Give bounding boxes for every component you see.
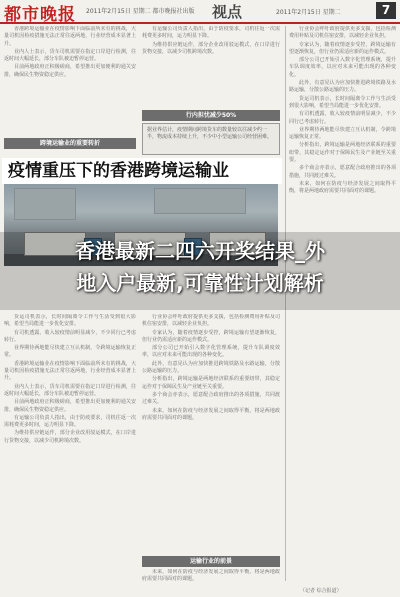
lede-box: 据业界估计，疫情期间跨境货车的数量较以往减少约一半，物流成本持续上升，不少中小型运输公司经营困难。 [142,123,280,155]
paragraph: 部分公司已开始引入数字化管理系统，提升车队调度效率，以应对未来可能出现的各种变化。 [142,345,280,359]
paragraph: 香港跨境运输业在疫情影响下面临前所未有的挑战，大量司机因检疫措施无法正常往返两地，行业经营成本显著上升。 [4,26,136,47]
column-lower-left [4,314,136,584]
masthead-meta: 2011年2月15日 星期二 都市晚报社出版 [86,8,195,15]
column-lower-middle-tail [142,569,280,589]
overlay-banner [0,232,400,310]
subhead: 跨境运输业的重要转折 [4,138,136,149]
paragraph: 业内人士表示，货车司机需要在指定口岸进行检测，往返时间大幅延长，部分车队被迫暂停运营。 [4,48,136,63]
paragraph: 业界期待两地能尽快建立互认机制，令跨境运输恢复正常。 [4,345,136,359]
page-number: 7 [376,2,396,19]
paragraph: 目前两地政府正积极磋商，希望推出更加便利的通关安排，确保民生物资稳定供应。 [4,64,136,78]
paragraph: 香港跨境运输业在疫情影响下面临前所未有的挑战，大量司机因检疫措施无法正常往返两地，行业经营成本显著上升。 [4,360,136,382]
paragraph: 货运司机表示，长时间隔离令工作与生活受到很大影响，希望当局能进一步优化安排。 [4,314,136,328]
article-text [142,569,280,584]
article-text [142,314,280,422]
paragraph: 行业协会呼吁政府提供更多支援，包括检测费用补贴及司机住宿安排，以减轻企业负担。 [142,314,280,328]
paragraph: 业界期待两地能尽快建立互认机制，令跨境运输恢复正常。 [289,126,396,141]
paragraph: 有司机透露，收入较疫情前明显减少，不少同行已考虑转行。 [289,111,396,125]
paragraph: 分析指出，跨境运输是两地经济联系的重要纽带，其稳定运作对于保障民生及产业链至关重要。 [142,376,280,390]
newspaper-logo: 都市晚报 [4,5,76,25]
paragraph: 为维持供应链运作，部分企业改用驳运模式，在口岸进行货物交接，以减少司机跨境次数。 [142,41,280,55]
column-top-middle [142,26,280,108]
issue-date: 2011年2月15日 星期二 [276,9,341,16]
section-title: 视点 [212,3,243,21]
masthead [0,0,400,24]
paragraph: 此外，有意见认为应加快推进跨境铁路及水路运输，分散公路运输的压力。 [289,80,396,94]
paragraph: 未来，如何在防疫与经济发展之间取得平衡，将是两地政府需要共同面对的课题。 [289,180,396,195]
photo-building [14,188,76,220]
article-text [289,26,396,196]
article-text [4,314,136,445]
paragraph: 目前两地政府正积极磋商，希望推出更加便利的通关安排，确保民生物资稳定供应。 [4,399,136,413]
paragraph: 货运司机表示，长时间隔离令工作与生活受到很大影响，希望当局能进一步优化安排。 [289,95,396,109]
paragraph: 有运输公司负责人指出，由于防疫要求，司机往返一次需耗费更多时间，运力明显下降。 [4,414,136,429]
paragraph: 分析指出，跨境运输是两地经济联系的重要纽带，其稳定运作对于保障民生及产业链至关重要。 [289,142,396,164]
overlay-title-line-2: 地入户最新,可靠性计划解析 [76,271,324,295]
paragraph: 未来，如何在防疫与经济发展之间取得平衡，将是两地政府需要共同面对的课题。 [142,407,280,421]
paragraph: 业内人士表示，货车司机需要在指定口岸进行检测，往返时间大幅延长，部分车队被迫暂停运营。 [4,383,136,397]
article-text [4,26,136,79]
byline: （记者 综合报道） [300,588,342,594]
paragraph: 行业协会呼吁政府提供更多支援，包括检测费用补贴及司机住宿安排，以减轻企业负担。 [289,26,396,40]
photo-building [154,188,246,214]
paragraph: 专家认为，随着疫情逐步受控，跨境运输有望逐渐恢复，但行业仍需适应新的运作模式。 [289,41,396,55]
paragraph: 多个商会亦表示，愿意配合政府推出的各项措施，共同渡过难关。 [142,391,280,406]
paragraph: 多个商会亦表示，愿意配合政府推出的各项措施，共同渡过难关。 [289,165,396,179]
paragraph: 为维持供应链运作，部分企业改用驳运模式，在口岸进行货物交接，以减少司机跨境次数。 [4,430,136,444]
paragraph: 此外，有意见认为应加快推进跨境铁路及水路运输，分散公路运输的压力。 [142,360,280,375]
subhead: 运输行业的前景 [142,556,280,567]
subhead: 行内担忧减少50% [142,110,280,121]
paragraph: 未来，如何在防疫与经济发展之间取得平衡，将是两地政府需要共同面对的课题。 [142,569,280,583]
column-lower-middle [142,314,280,554]
overlay-title-line-1: 香港最新二四六开奖结果_外 [75,239,325,263]
paragraph: 部分公司已开始引入数字化管理系统，提升车队调度效率，以应对未来可能出现的各种变化。 [289,57,396,78]
article-headline: 疫情重压下的香港跨境运输业 [2,158,282,184]
article-text [142,26,280,56]
paragraph: 有运输公司负责人指出，由于防疫要求，司机往返一次需耗费更多时间，运力明显下降。 [142,26,280,40]
column-top-left [4,26,136,138]
paragraph: 专家认为，随着疫情逐步受控，跨境运输有望逐渐恢复，但行业仍需适应新的运作模式。 [142,329,280,343]
paragraph: 有司机透露，收入较疫情前明显减少，不少同行已考虑转行。 [4,329,136,343]
